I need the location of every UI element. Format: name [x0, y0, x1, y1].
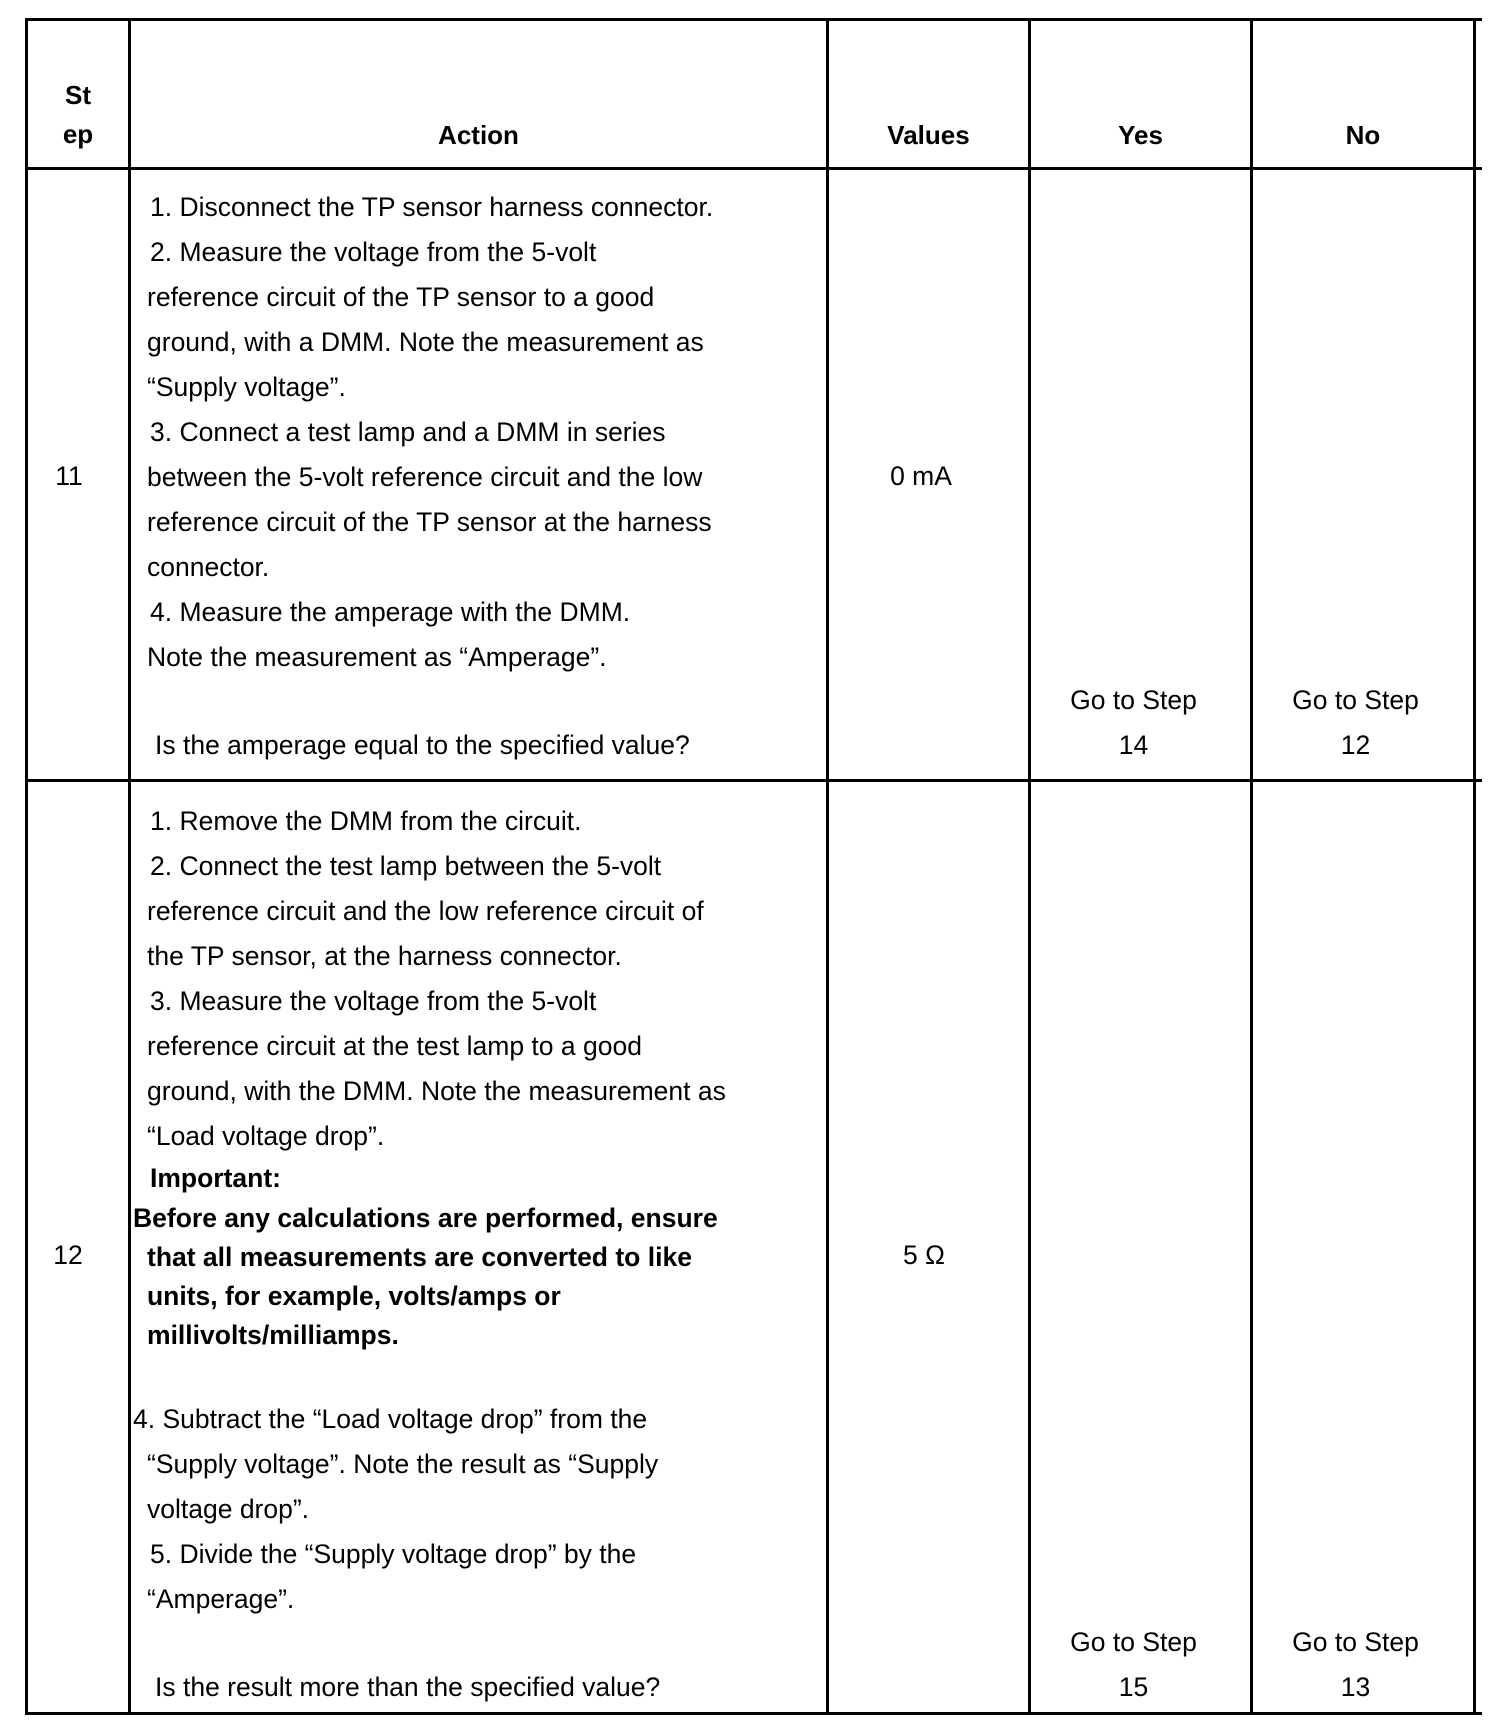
action-step-1: 1. Disconnect the TP sensor harness connector. — [150, 192, 714, 222]
yes-goto-label: Go to Step — [1070, 685, 1197, 715]
value-cell: 5 Ω — [903, 1240, 945, 1270]
action-step-1: 1. Remove the DMM from the circuit. — [150, 806, 582, 836]
action-line: connector. — [147, 552, 270, 582]
yes-goto-step: 14 — [1118, 730, 1149, 760]
action-step-4: 4. Subtract the “Load voltage drop” from the — [133, 1404, 648, 1434]
header-step-line2: ep — [62, 119, 94, 149]
no-goto-label: Go to Step — [1292, 1627, 1419, 1657]
header-action: Action — [438, 120, 519, 150]
action-line: reference circuit and the low reference circuit of — [147, 896, 704, 926]
header-yes: Yes — [1118, 120, 1163, 150]
column-divider-values — [1028, 18, 1031, 1715]
important-label: Important: — [150, 1163, 282, 1193]
row-divider — [25, 779, 1482, 782]
action-step-2: 2. Connect the test lamp between the 5-volt — [150, 851, 662, 881]
action-line: ground, with a DMM. Note the measurement as — [147, 327, 704, 357]
action-step-3: 3. Measure the voltage from the 5-volt — [150, 986, 597, 1016]
action-line: voltage drop”. — [147, 1494, 310, 1524]
no-goto-step: 12 — [1340, 730, 1371, 760]
no-goto-step: 13 — [1340, 1672, 1371, 1702]
action-step-5: 5. Divide the “Supply voltage drop” by the — [150, 1539, 637, 1569]
step-number: 12 — [53, 1240, 83, 1270]
action-line: between the 5-volt reference circuit and the low — [147, 462, 703, 492]
action-line: reference circuit of the TP sensor at the harness — [147, 507, 712, 537]
no-goto-label: Go to Step — [1292, 685, 1419, 715]
action-line: reference circuit at the test lamp to a good — [147, 1031, 642, 1061]
action-line: the TP sensor, at the harness connector. — [147, 941, 622, 971]
value-cell: 0 mA — [890, 461, 952, 491]
action-line: ground, with the DMM. Note the measurement as — [147, 1076, 726, 1106]
header-values: Values — [887, 120, 970, 150]
column-divider-yes — [1250, 18, 1253, 1715]
important-note-line: that all measurements are converted to like — [147, 1242, 692, 1272]
action-line: Note the measurement as “Amperage”. — [147, 642, 607, 672]
important-note-line: units, for example, volts/amps or — [147, 1281, 561, 1311]
yes-goto-step: 15 — [1118, 1672, 1149, 1702]
action-step-3: 3. Connect a test lamp and a DMM in series — [150, 417, 666, 447]
column-divider-action — [826, 18, 829, 1715]
action-line: “Supply voltage”. Note the result as “Supply — [147, 1449, 659, 1479]
action-step-2: 2. Measure the voltage from the 5-volt — [150, 237, 597, 267]
important-note-line: Before any calculations are performed, ensure — [133, 1203, 718, 1233]
header-step — [28, 80, 128, 149]
action-line: reference circuit of the TP sensor to a good — [147, 282, 655, 312]
header-divider — [25, 167, 1482, 170]
step-number: 11 — [55, 461, 83, 491]
action-line: “Amperage”. — [147, 1584, 295, 1614]
table-border-right — [1473, 18, 1476, 1715]
yes-goto-label: Go to Step — [1070, 1627, 1197, 1657]
action-step-4: 4. Measure the amperage with the DMM. — [150, 597, 631, 627]
table-border-bottom — [25, 1712, 1482, 1715]
table-border-left — [25, 18, 28, 1715]
column-divider-step — [128, 18, 131, 1715]
header-step-line1: St — [65, 80, 91, 110]
important-note-line: millivolts/milliamps. — [147, 1320, 399, 1350]
action-line: “Supply voltage”. — [147, 372, 346, 402]
action-line: “Load voltage drop”. — [147, 1121, 385, 1151]
header-no: No — [1345, 120, 1381, 150]
table-border-top — [25, 18, 1482, 21]
action-question: Is the result more than the specified value? — [155, 1672, 661, 1702]
action-question: Is the amperage equal to the specified value? — [155, 730, 690, 760]
